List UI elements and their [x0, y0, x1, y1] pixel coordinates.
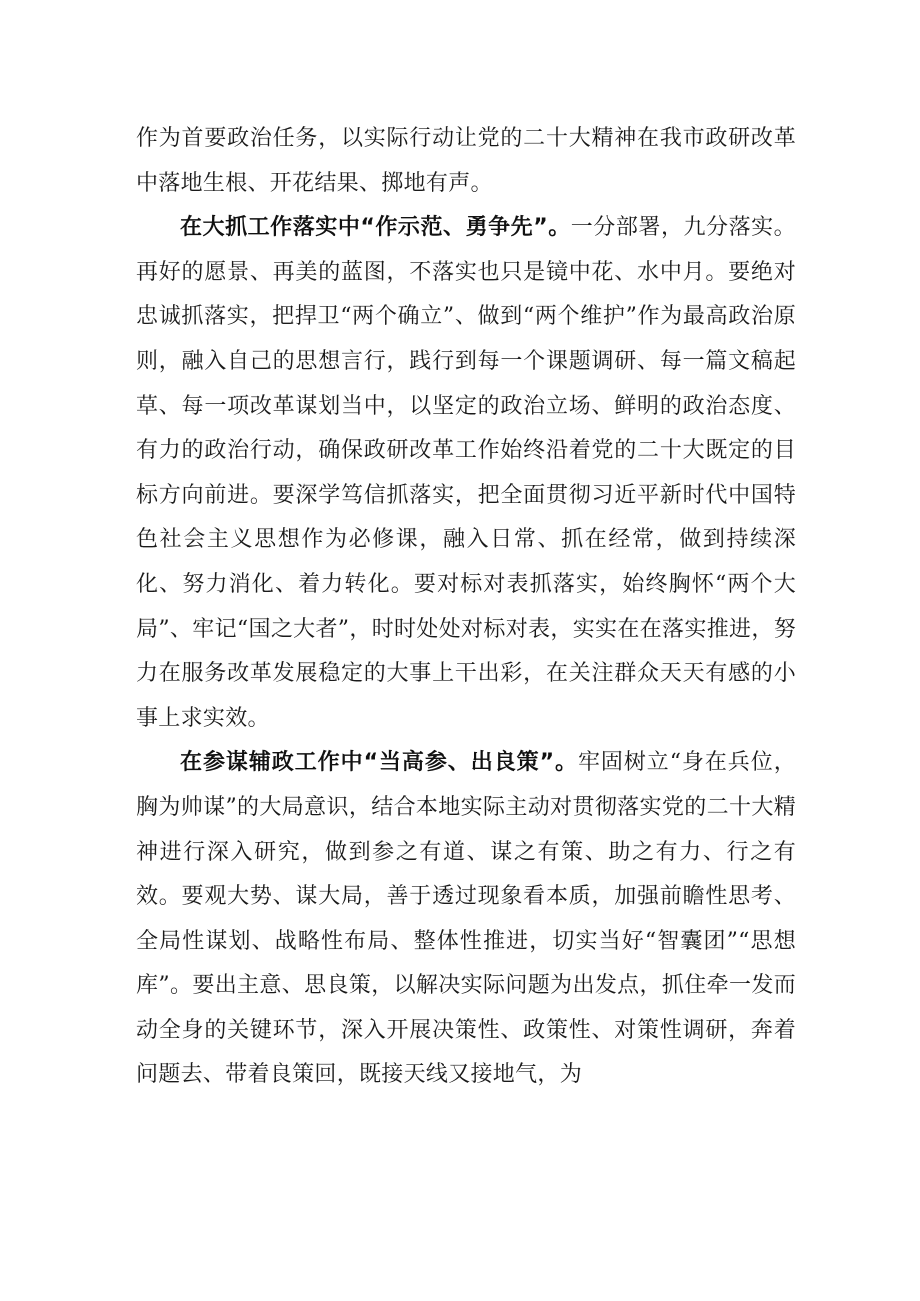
- document-body: [136, 117, 796, 1098]
- paragraph-1-body: 作为首要政治任务，以实际行动让党的二十大精神在我市政研改革中落地生根、开花结果、掷地有声。: [136, 126, 796, 196]
- paragraph-2-body: 一分部署，九分落实。再好的愿景、再美的蓝图，不落实也只是镜中花、水中月。要绝对忠诚抓落实，把捍卫“两个确立”、做到“两个维护”作为最高政治原则，融入自己的思想言行，践行到每一个课题调研、每一篇文稿起草、每一项改革谋划当中，以坚定的政治立场、鲜明的政治态度、有力的政治行动，确保政研改革工作始终沿着党的二十大既定的目标方向前进。要深学笃信抓落实，把全面贯彻习近平新时代中国特色社会主义思想作为必修课，融入日常、抓在经常，做到持续深化、努力消化、着力转化。要对标对表抓落实，始终胸怀“两个大局”、牢记“国之大者”，时时处处对标对表，实实在在落实推进，努力在服务改革发展稳定的大事上干出彩，在关注群众天天有感的小事上求实效。: [136, 215, 796, 731]
- paragraph-2-heading: 在大抓工作落实中“作示范、勇争先”。: [180, 215, 571, 241]
- paragraph-2: [136, 206, 796, 741]
- paragraph-3: [136, 741, 796, 1098]
- paragraph-3-body: 牢固树立“身在兵位，胸为帅谋”的大局意识，结合本地实际主动对贯彻落实党的二十大精神进行深入研究，做到参之有道、谋之有策、助之有力、行之有效。要观大势、谋大局，善于透过现象看本质，加强前瞻性思考、全局性谋划、战略性布局、整体性推进，切实当好“智囊团”“思想库”。要出主意、思良策，以解决实际问题为出发点，抓住牵一发而动全身的关键环节，深入开展决策性、政策性、对策性调研，奔着问题去、带着良策回，既接天线又接地气，为: [136, 750, 796, 1088]
- paragraph-1: [136, 117, 796, 206]
- paragraph-3-heading: 在参谋辅政工作中“当高参、出良策”。: [180, 750, 578, 776]
